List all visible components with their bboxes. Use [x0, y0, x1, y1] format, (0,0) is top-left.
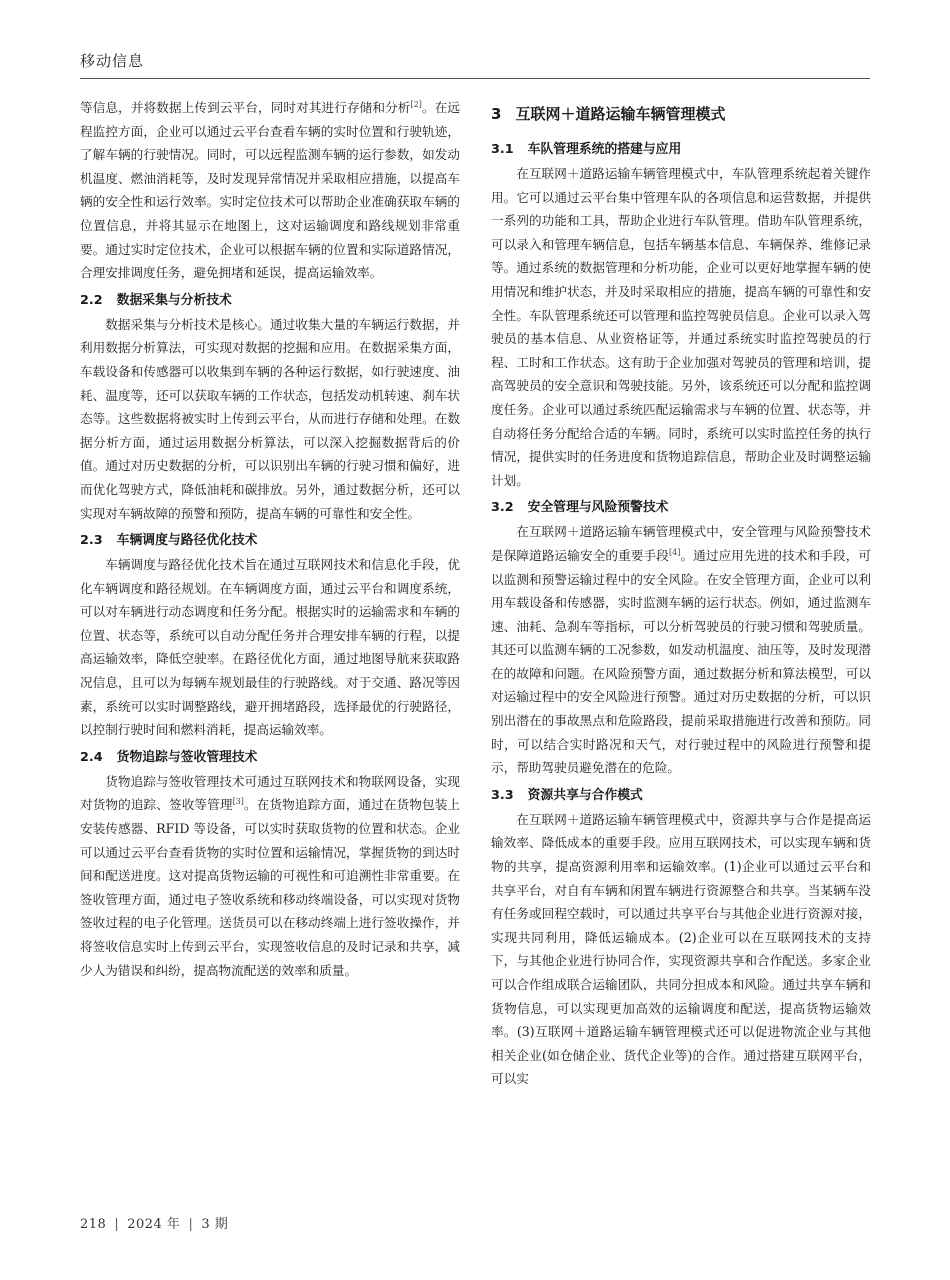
- right-column: [491, 96, 871, 1091]
- section-3-2-heading: 3.2 安全管理与风险预警技术: [491, 500, 669, 516]
- running-header: [80, 50, 870, 80]
- journal-name: 移动信息: [80, 52, 145, 70]
- section-2-4-heading: 2.4 货物追踪与签收管理技术: [80, 749, 258, 765]
- footer-separator: |: [114, 1217, 120, 1232]
- citation-3: [3]: [232, 797, 244, 807]
- footer-separator: |: [188, 1217, 194, 1232]
- section-3-3-heading: 3.3 资源共享与合作模式: [491, 787, 643, 803]
- intro-paragraph: 等信息，并将数据上传到云平台，同时对其进行存储和分析[2]。在远程监控方面，企业可以通过云平台查看车辆的实时位置和行驶轨迹，了解车辆的行驶情况。同时，可以远程监测车辆的运行参数，如发动机温度、燃油消耗等，及时发现异常情况并采取相应措施，以提高车辆的安全性和运行效率。实时定位技术可以帮助企业准确获取车辆的位置信息，并将其显示在地图上，这对运输调度和路线规划非常重要。通过实时定位技术，企业可以根据车辆的位置和实际道路情况，合理安排调度任务，避免拥堵和延误，提高运输效率。: [80, 99, 461, 281]
- page-number: 218: [80, 1217, 107, 1232]
- left-column: [80, 96, 460, 982]
- section-3-heading: 3 互联网＋道路运输车辆管理模式: [491, 105, 726, 123]
- header-rule: [80, 78, 870, 79]
- citation-4: [4]: [668, 547, 681, 557]
- citation-2: [2]: [410, 99, 422, 109]
- section-3-1-heading: 3.1 车队管理系统的搭建与应用: [491, 142, 682, 157]
- section-2-2-heading: 2.2 数据采集与分析技术: [80, 292, 232, 308]
- section-2-2-paragraph: 数据采集与分析技术是核心。通过收集大量的车辆运行数据，并利用数据分析算法，可实现对数据的挖掘和应用。在数据采集方面，车载设备和传感器可以收集到车辆的各种运行数据，如行驶速度、油耗、温度等，还可以获取车辆的工作状态，包括发动机转速、刹车状态等。这些数据将被实时上传到云平台，从而进行存储和处理。在数据分析方面，通过运用数据分析算法，可以深入挖掘数据背后的价值。通过对历史数据的分析，可以识别出车辆的行驶习惯和偏好，进而优化驾驶方式，降低油耗和碳排放。另外，通过数据分析，还可以实现对车辆故障的预警和预防，提高车辆的可靠性和安全性。: [80, 316, 460, 521]
- footer-year: 2024 年: [127, 1217, 181, 1232]
- section-2-3-paragraph: 车辆调度与路径优化技术旨在通过互联网技术和信息化手段，优化车辆调度和路径规划。在车辆调度方面，通过云平台和调度系统，可以对车辆进行动态调度和任务分配。根据实时的运输需求和车辆的位置、状态等，系统可以自动分配任务并合理安排车辆的行程，以提高运输效率，降低空驶率。在路径优化方面，通过地图导航来获取路况信息，且可以为每辆车规划最佳的行驶路线。对于交通、路况等因素，系统可以实时调整路线，避开拥堵路段，选择最优的行驶路径，以控制行驶时间和燃料消耗，提高运输效率。: [80, 557, 460, 738]
- footer-issue: 3 期: [201, 1217, 229, 1232]
- section-3-3-paragraph: 在互联网＋道路运输车辆管理模式中，资源共享与合作是提高运输效率、降低成本的重要手段。应用互联网技术，可以实现车辆和货物的共享，提高资源利用率和运输效率。(1)企业可以通过云平台和共享平台，对自有车辆和闲置车辆进行资源整合和共享。当某辆车没有任务或回程空载时，可以通过共享平台与其他企业进行资源对接，实现共同利用，降低运输成本。(2)企业可以在互联网技术的支持下，与其他企业进行协同合作，实现资源共享和合作配送。多家企业可以合作组成联合运输团队，共同分担成本和风险。通过共享车辆和货物信息，可以实现更加高效的运输调度和配送，提高货物运输效率。(3)互联网＋道路运输车辆管理模式还可以促进物流企业与其他相关企业(如仓储企业、货代企业等)的合作。通过搭建互联网平台，可以实: [491, 811, 871, 1087]
- section-3-1-paragraph: 在互联网＋道路运输车辆管理模式中，车队管理系统起着关键作用。它可以通过云平台集中管理车队的各项信息和运营数据，并提供一系列的功能和工具，帮助企业进行车队管理。借助车队管理系统，可以录入和管理车辆信息，包括车辆基本信息、车辆保养、维修记录等。通过系统的数据管理和分析功能，企业可以更好地掌握车辆的使用情况和维护状态，并及时采取相应的措施，提高车辆的可靠性和安全性。车队管理系统还可以管理和监控驾驶员信息。企业可以录入驾驶员的基本信息、从业资格证等，并通过系统实时监控驾驶员的行程、工时和工作状态。这有助于企业加强对驾驶员的管理和培训，提高驾驶员的安全意识和驾驶技能。另外，该系统还可以分配和监控调度任务。企业可以通过系统匹配运输需求与车辆的位置、状态等，并自动将任务分配给合适的车辆。同时，系统可以实时监控任务的执行情况，提供实时的任务进度和货物追踪信息，帮助企业及时调整运输计划。: [491, 166, 871, 488]
- section-2-3-heading: 2.3 车辆调度与路径优化技术: [80, 533, 258, 549]
- section-2-4-paragraph: 货物追踪与签收管理技术可通过互联网技术和物联网设备，实现对货物的追踪、签收等管理[3]。在货物追踪方面，通过在货物包装上安装传感器、RFID 等设备，可以实时获取货物的位置和状态。企业可以通过云平台查看货物的实时位置和运输情况，掌握货物的到达时间和配送进度。这对提高货物运输的可视性和可追溯性非常重要。在签收管理方面，通过电子签收系统和移动终端设备，可以实现对货物签收过程的电子化管理。送货员可以在移动终端上进行签收操作，并将签收信息实时上传到云平台，实现签收信息的及时记录和共享，减少人为错误和纠纷，提高物流配送的效率和质量。: [80, 773, 461, 978]
- page-footer: [80, 1213, 228, 1232]
- section-3-2-paragraph: 在互联网＋道路运输车辆管理模式中，安全管理与风险预警技术是保障道路运输安全的重要手段[4]。通过应用先进的技术和手段，可以监测和预警运输过程中的安全风险。在安全管理方面，企业可以利用车载设备和传感器，实时监测车辆的运行状态。例如，通过监测车速、油耗、急刹车等指标，可以分析驾驶员的行驶习惯和驾驶质量。其还可以监测车辆的工况参数，如发动机温度、油压等，及时发现潜在的故障和问题。在风险预警方面，通过数据分析和算法模型，可以对运输过程中的安全风险进行预警。通过对历史数据的分析，可以识别出潜在的事故黑点和危险路段，提前采取措施进行改善和预防。同时，可以结合实时路况和天气，对行驶过程中的风险进行预警和提示，帮助驾驶员避免潜在的危险。: [491, 524, 872, 776]
